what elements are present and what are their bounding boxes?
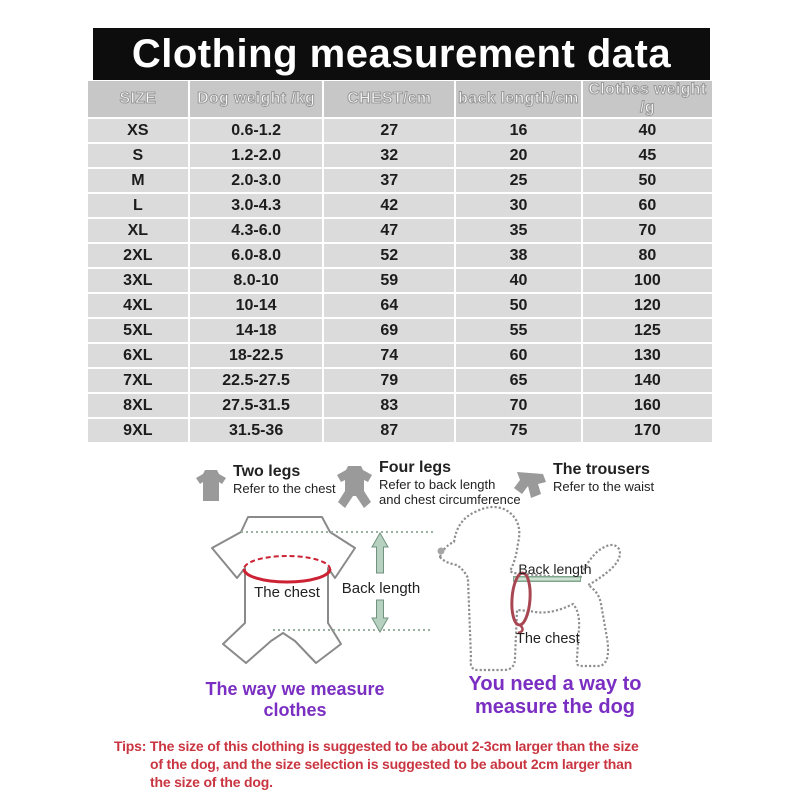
table-cell: 9XL <box>88 419 190 444</box>
tips-line: of the dog, and the size selection is suggested to be about 2cm larger than <box>150 756 633 772</box>
table-cell: 74 <box>324 344 456 369</box>
table-cell: L <box>88 194 190 219</box>
legend-title: The trousers <box>553 461 650 478</box>
table-header-row <box>88 81 712 119</box>
table-cell: 75 <box>456 419 583 444</box>
table-cell: 27.5-31.5 <box>190 394 325 419</box>
table-cell: 60 <box>456 344 583 369</box>
table-cell: XL <box>88 219 190 244</box>
header-cell: CHEST/cm <box>324 81 456 119</box>
clothes-caption: The way we measure clothes <box>205 679 385 720</box>
table-cell: 5XL <box>88 319 190 344</box>
table-row <box>88 244 712 269</box>
table-cell: 2.0-3.0 <box>190 169 325 194</box>
table-cell: 47 <box>324 219 456 244</box>
size-table <box>88 81 712 444</box>
tips-line: Tips: The size of this clothing is suggested to be about 2-3cm larger than the size <box>114 738 639 754</box>
table-cell: 130 <box>583 344 712 369</box>
table-cell: 125 <box>583 319 712 344</box>
table-row <box>88 319 712 344</box>
table-cell: 35 <box>456 219 583 244</box>
dog-caption-line: measure the dog <box>474 696 636 718</box>
table-cell: 42 <box>324 194 456 219</box>
legend-desc: and chest circumference <box>379 492 521 507</box>
clothes-back-length-label: Back length <box>341 580 421 597</box>
legend-item-two-legs <box>196 462 336 503</box>
tips-line: the size of the dog. <box>150 774 273 790</box>
dog-caption <box>450 673 660 719</box>
table-cell: 52 <box>324 244 456 269</box>
table-cell: 3XL <box>88 269 190 294</box>
table-cell: 170 <box>583 419 712 444</box>
table-cell: 40 <box>456 269 583 294</box>
table-cell: 20 <box>456 144 583 169</box>
dog-caption-line: You need a way to <box>468 673 642 695</box>
table-cell: 40 <box>583 119 712 144</box>
table-cell: 6XL <box>88 344 190 369</box>
dog-nose <box>438 548 445 555</box>
table-cell: 22.5-27.5 <box>190 369 325 394</box>
table-cell: 18-22.5 <box>190 344 325 369</box>
table-cell: 1.2-2.0 <box>190 144 325 169</box>
table-row <box>88 269 712 294</box>
header-cell: SIZE <box>88 81 190 119</box>
table-cell: 8.0-10 <box>190 269 325 294</box>
table-cell: 25 <box>456 169 583 194</box>
page-title: Clothing measurement data <box>131 31 672 76</box>
clothes-diagram <box>180 505 440 680</box>
table-cell: 69 <box>324 319 456 344</box>
table-cell: S <box>88 144 190 169</box>
table-cell: 3.0-4.3 <box>190 194 325 219</box>
table-cell: 2XL <box>88 244 190 269</box>
table-cell: 87 <box>324 419 456 444</box>
table-cell: XS <box>88 119 190 144</box>
table-cell: 7XL <box>88 369 190 394</box>
header-cell: back length/cm <box>456 81 583 119</box>
table-cell: 55 <box>456 319 583 344</box>
table-cell: 140 <box>583 369 712 394</box>
table-row <box>88 194 712 219</box>
table-row <box>88 169 712 194</box>
table-cell: 65 <box>456 369 583 394</box>
table-row <box>88 294 712 319</box>
title-bar <box>93 28 710 80</box>
back-length-arrow-up <box>372 533 388 573</box>
table-cell: 59 <box>324 269 456 294</box>
table-row <box>88 344 712 369</box>
table-row <box>88 394 712 419</box>
table-cell: 38 <box>456 244 583 269</box>
table-row <box>88 419 712 444</box>
table-cell: 10-14 <box>190 294 325 319</box>
back-length-arrow-down <box>372 600 388 632</box>
trousers-icon <box>514 472 546 498</box>
legend-item-trousers <box>514 460 654 498</box>
table-cell: 80 <box>583 244 712 269</box>
table-cell: 14-18 <box>190 319 325 344</box>
table-row <box>88 369 712 394</box>
table-cell: 0.6-1.2 <box>190 119 325 144</box>
two-legs-garment-icon <box>196 469 226 503</box>
header-cell: Dog weight /kg <box>190 81 325 119</box>
table-cell: 60 <box>583 194 712 219</box>
table-cell: 79 <box>324 369 456 394</box>
table-cell: 32 <box>324 144 456 169</box>
table-cell: M <box>88 169 190 194</box>
table-cell: 160 <box>583 394 712 419</box>
legend-title: Two legs <box>233 463 301 480</box>
table-cell: 100 <box>583 269 712 294</box>
clothes-chest-label: The chest <box>254 584 320 601</box>
table-cell: 4XL <box>88 294 190 319</box>
table-cell: 6.0-8.0 <box>190 244 325 269</box>
table-cell: 50 <box>583 169 712 194</box>
tips-note <box>114 737 654 791</box>
table-cell: 4.3-6.0 <box>190 219 325 244</box>
table-row <box>88 144 712 169</box>
table-row <box>88 219 712 244</box>
table-cell: 31.5-36 <box>190 419 325 444</box>
table-cell: 64 <box>324 294 456 319</box>
four-legs-garment-icon <box>337 466 372 508</box>
table-row <box>88 119 712 144</box>
table-cell: 30 <box>456 194 583 219</box>
dog-chest-label: The chest <box>516 631 580 647</box>
table-cell: 83 <box>324 394 456 419</box>
header-cell: Clothes weight /g <box>583 81 712 119</box>
legend-title: Four legs <box>379 459 452 476</box>
table-cell: 27 <box>324 119 456 144</box>
legend-desc: Refer to the chest <box>233 481 336 496</box>
dog-diagram <box>430 500 700 685</box>
table-cell: 70 <box>583 219 712 244</box>
legend-desc: Refer to back length <box>379 477 496 492</box>
table-body <box>88 119 712 444</box>
table-cell: 37 <box>324 169 456 194</box>
table-cell: 70 <box>456 394 583 419</box>
table-cell: 50 <box>456 294 583 319</box>
table-cell: 120 <box>583 294 712 319</box>
dog-back-length-label: Back length <box>518 561 592 577</box>
table-cell: 8XL <box>88 394 190 419</box>
legend-desc: Refer to the waist <box>553 479 655 494</box>
table-cell: 45 <box>583 144 712 169</box>
table-cell: 16 <box>456 119 583 144</box>
